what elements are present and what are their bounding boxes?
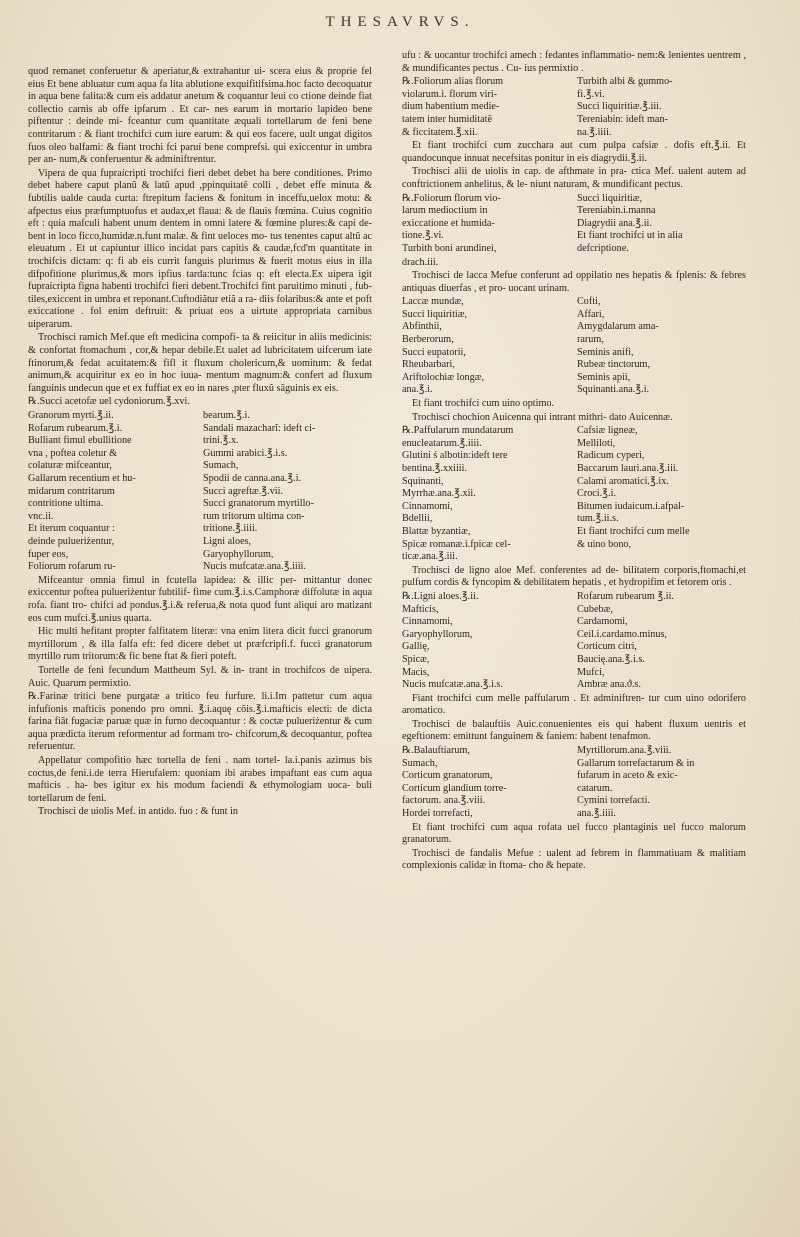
dose-line: drach.iii. — [402, 256, 439, 268]
paragraph: Fiant trochifci cum melle paffularum . Et adminiftren- tur cum uino odorifero aromatico. — [402, 692, 746, 717]
paragraph: Et fiant trochifci cum zucchara aut cum pulpa cafsiæ . dofis eft.℥.ii. Et quandocunque innuat necefsitas ponitur in eis diagrydii.℥.ii. — [402, 140, 746, 164]
running-title: THESAVRVS. — [325, 14, 475, 30]
ingredient-item: Et fiant trochifci cum melle — [577, 525, 690, 537]
paragraph: quod remanet conferuetur & aperiatur,& extrahantur ui- scera eius & proprie fel eius Et bene abluatur cum aqua fa lita ablutione exquifitifsima.hoc facto decoquatur in aqua bene falita:& cum eis addatur anetum & coquantur leui co ctione deinde fiat collectio carnis ab offe ipfarum . Et car- nes earum in mortario lapideo bene piftentur : deinde mi- fceantur cum quantitate æquali tortellarum de feni bene contritarum : & fiant trochifci cum iure earum: & qui eos facere, uult ungat digitos fuos oleo balfami: & fiant trochi fci paruí bene comprefsi. qui exiccentur in umbra per an- num,& conferuentur & adminiftrentur. — [28, 66, 372, 166]
recipe-line: ℞.Succi acetofæ uel cydoniorum.℥.xvi. — [28, 396, 190, 408]
ingredient-item: Baccarum lauri.ana.℥.iii. — [577, 463, 679, 474]
ingredient-item: Gallarum torrefactarum & in — [577, 757, 695, 769]
ingredient-item: Nucis mufcatæ.ana.℥.iiii. — [203, 561, 306, 573]
ingredient-item: Succi liquiritiæ.℥.iii. — [577, 101, 662, 113]
ingredient-item: Succi agreftæ.℥.vii. — [203, 485, 284, 497]
ingredient-item: Nucis mufcatæ.ana.℥.i.s. — [402, 679, 503, 691]
ingredient-item: Glutini ś albotin:ideft tere — [402, 450, 508, 462]
ingredient-item: Rofarum rubearum ℥.ii. — [577, 590, 674, 602]
ingredient-item: tatem inter humiditatẽ — [402, 113, 492, 125]
ingredient-item: Garyophyllorum, — [203, 548, 274, 560]
ingredient-item: Hordei torrefacti, — [402, 808, 473, 820]
ingredient-item: tione.℥.vi. — [402, 230, 444, 242]
ingredient-item: Succi granatorum myrtillo- — [203, 498, 314, 510]
ingredient-item: Gallarum recentium et hu- — [28, 473, 136, 484]
ingredient-item: Et iterum coquantur : — [28, 523, 115, 535]
ingredient-item: Bdellii, — [402, 513, 433, 525]
paragraph-trochisci-sandalis: Trochisci de fandalis Mefue : ualent ad febrem in flammatiuam & malitiam complexionis calidæ in ftoma- cho & hepate. — [402, 847, 746, 872]
ingredient-item: tritione.℥.iiii. — [203, 523, 258, 535]
ingredient-item: Macis, — [402, 666, 430, 678]
ingredient-list — [402, 76, 746, 139]
ingredient-item: Bulliant fimul ebullitione — [28, 435, 132, 447]
ingredient-item: fuper eos, — [28, 548, 69, 560]
ingredient-list — [402, 425, 746, 564]
ingredient-item: Seminis anifi, — [577, 346, 634, 358]
ingredient-item: Amygdalarum ama- — [577, 321, 659, 333]
ingredient-item: violarum.i. florum viri- — [402, 88, 498, 100]
ingredient-item: Cymini torrefacti. — [577, 795, 650, 807]
ingredient-item: Tereniabin: ideft man- — [577, 113, 668, 125]
ingredient-item: Diagrydii ana.℥.ii. — [577, 217, 652, 229]
ingredient-item: Spodii de canna.ana.℥.i. — [203, 473, 302, 484]
ingredient-item: Corticum citri, — [577, 641, 637, 653]
ingredient-item: Turbith albi & gummo- — [577, 76, 673, 88]
ingredient-item: Abfinthii, — [402, 321, 442, 333]
ingredient-item: bentina.℥.xxiiii. — [402, 463, 468, 474]
ingredient-item: Rofarum rubearum.℥.i. — [28, 422, 123, 434]
paragraph: Hic multi hefitant propter falfitatem literæ: vna enim litera dicit fucci granorum myrtillorum , & illa falfa eft: fed dicere debet ut præfcripfi.f. fucci granatorum myrtillo rum tritorum:& fic bene ftat & fieri poteft. — [28, 626, 372, 663]
recipe-line: ℞.Farinæ tritici bene purgatæ a tritico feu furfure. li.i.Im pattetur cum aqua infufionis mafticis ponendo pro omni. ℥.i.aquę cõis.℥.i.mafticis electi: de dicta farina fiãt fugaciæ paruæ quæ in furno decoquantur : & coctæ pulueriżentur & cum aqua prædicta iterum reformentur ad formam tro- chifcorum,& decoquantur, poftea referuentur. — [28, 691, 372, 753]
ingredient-item: trini.℥.x. — [203, 435, 239, 447]
ingredient-item: & uino bono, — [577, 538, 632, 550]
ingredient-item: Squinanti.ana.℥.i. — [577, 384, 650, 396]
ingredient-item: Cofti, — [577, 296, 601, 308]
ingredient-item: Foliorum rofarum ru- — [28, 561, 116, 573]
ingredient-item: ℞.Ligni aloes.℥.ii. — [402, 590, 479, 602]
ingredient-item: Et fiant trochifci ut in alia — [577, 230, 683, 242]
ingredient-list — [28, 410, 372, 574]
paragraph-trochisci-uiolis: Trochisci de uiolis Mef. in antido. fuo : & funt in — [38, 806, 238, 818]
ingredient-item: catarum. — [577, 782, 613, 794]
ingredient-item: Cafsiæ ligneæ, — [577, 425, 638, 437]
ingredient-item: Ambræ ana.ϑ.s. — [577, 679, 641, 691]
ingredient-item: Ceil.i.cardamo.minus, — [577, 628, 667, 640]
ingredient-item: vnc.ii. — [28, 510, 54, 522]
ingredient-list — [402, 193, 746, 256]
ingredient-item: Tereniabin.i.manna — [577, 205, 656, 217]
ingredient-item: tum.℥.ii.s. — [577, 513, 619, 525]
paragraph-trochisci-ligno-aloe: Trochisci de ligno aloe Mef. conferentes ad de- bilitatem corporis,ftomachi,et pulfum cordis & fyncopim & debilitatem hepatis , et hydropifim et fetorem oris . — [402, 564, 746, 589]
ingredient-item: Croci.℥.i. — [577, 488, 616, 500]
left-column — [28, 66, 372, 820]
ingredient-item: Gummi arabici.℥.i.s. — [203, 447, 288, 459]
ingredient-item: Cardamomi, — [577, 616, 628, 628]
paragraph: Appellatur compofitio hæc tortella de feni . nam tortel- la.i.panis azimus bis coctus,de feni.i.de terra Hierufalem: quoniam ibi arabes impaftant eas cum aqua mafticis . ha- bes igitur ex his modum faciendi & ethymologiam uoca- buli tortellarum de feni. — [28, 755, 372, 804]
ingredient-item: Succi liquiritiæ, — [577, 192, 643, 204]
ingredient-item: & ficcitatem.℥.xii. — [402, 126, 478, 138]
ingredient-item: Calami aromatici.℥.ix. — [577, 475, 669, 487]
paragraph: ufu : & uocantur trochifci amech : fedantes inflammatio- nem:& lenientes uentrem , & mundificantes pectus . Cu- ius permixtio . — [402, 50, 746, 74]
ingredient-item: vna , poftea coletur & — [28, 447, 118, 459]
ingredient-item: ℞.Foliorum florum vio- — [402, 192, 501, 204]
ingredient-item: Spicæ, — [402, 653, 430, 665]
paragraph-trochisci-balaustiis: Trochisci de balauftiis Auic.conuenientes eis qui habent fluxum uentris et egeftionem: emittunt fanguinem & faniem: habent tenafmon. — [402, 718, 746, 743]
ingredient-list — [402, 296, 746, 397]
ingredient-item: larum medioctium in — [402, 205, 488, 217]
ingredient-item: ana.℥.i. — [402, 384, 433, 396]
ingredient-item: deinde pulueriżentur, — [28, 535, 115, 547]
paragraph: Vipera de qua fupraícripti trochifci fieri debet debet ha bere conditiones. Primo debet habere caput planũ & latũ apud ,ppinquitatẽ colli , debet effe minuta & fubtilis ualde cauda curta: ftrepitum faciens & fonitum in inceffu,uelox motu: & afpectus eius præfumptuofus et audax,et flaua: & de flauis fœmina. Cuius cognitio eft : quia mafculi habent unum dentem in omni latere & fœmine plures:& capi de- bent in loco ficco,humidæ.n.funt malæ. & fint ueloces mo- tus tenentes caput altũ ac eleuatum . Et ut capiuntur illico incidat pars capitis & caudæ,fcd'm quantitate in trochifcis dictam: q: fi ab eis currit fanguis plurimus & fuerit motus eius in illa difpofitione plurimus,& mors ipfius tarda:tunc fcias q: eft electa.Ex uipera igit fupraícripta figna habenti trochifci fieri debent.Trochifci fint paruitimo minuti , fub- tiles,exiccent in umbra et reponant.Cuftodiãtur etiã a ra- diis folaribus:& ante et poft exiccatione . fol enim deftruit: & priuat eos a uirtute appropriata carnibus uiperarum. — [28, 167, 372, 330]
ingredient-item: Rubeæ tinctorum, — [577, 359, 651, 371]
ingredient-item: ana.℥.iiii. — [577, 808, 616, 820]
ingredient-item: Berberorum, — [402, 334, 454, 346]
ingredient-item: defcriptione. — [577, 242, 629, 254]
ingredient-list — [402, 591, 746, 692]
ingredient-item: colaturæ mifceantur, — [28, 460, 112, 472]
ingredient-item: Myrtillorum.ana.℥.viii. — [577, 745, 672, 757]
ingredient-item: ℞.Paffularum mundatarum — [402, 425, 514, 437]
ingredient-item: Succi liquiritiæ, — [402, 308, 468, 320]
ingredient-item: ℞.Balauftiarum, — [402, 745, 470, 757]
paragraph-trochisci-ramich: Trochisci ramich Mef.que eft medicina compofi- ta & reiicitur in aliis medicinis: & confortat ftomachum , cor,& hepar debile.Et ualet ad lubricitatem uifcerum iate ftinorum,& fedat acuitatem:& fifl it fluxum cholericum,& uomitum: & fedat animum,& acquiritur ex eo in hoc iuua- mentum magnum:& confert ad fluxum fanguinis undecun que et ex fuffiat ex eo in nares ,pter fluxũ sãguinis ex eis. — [28, 332, 372, 394]
ingredient-item — [577, 551, 746, 564]
ingredient-item: contritione ultima. — [28, 498, 104, 510]
ingredient-item: Cubebæ, — [577, 603, 613, 615]
ingredient-item: midarum contritarum — [28, 485, 115, 497]
ingredient-item: Blattæ byzantiæ, — [402, 525, 471, 537]
ingredient-item: dium habentium medie- — [402, 101, 500, 113]
paragraph-tortelle: Tortelle de feni fecundum Mattheum Syl. & in- trant in trochifcos de uipera. Auic. Quarum permixtio. — [28, 664, 372, 689]
ingredient-item: Radicum cyperi, — [577, 450, 645, 462]
ingredient-item: Sumach, — [402, 757, 438, 769]
ingredient-item: Cinnamomi, — [402, 500, 453, 512]
ingredient-item: ℞.Foliorum alias florum — [402, 76, 504, 88]
ingredient-item: Gallię, — [402, 641, 430, 653]
ingredient-item: Baucię.ana.℥.i.s. — [577, 653, 645, 665]
ingredient-item: Cinnamomi, — [402, 616, 453, 628]
ingredient-item: Granorum myrti.℥.ii. — [28, 410, 114, 422]
ingredient-item: Garyophyllorum, — [402, 628, 473, 640]
paragraph-trochisci-chochion: Trochisci chochion Auicenna qui intrant mithri- dato Auicennæ. — [412, 411, 673, 423]
ingredient-item: Corticum glandium torre- — [402, 782, 507, 794]
ingredient-item: fi.℥.vi. — [577, 88, 605, 100]
ingredient-item: Spicæ romanæ.i.fpicæ cel- — [402, 538, 511, 550]
ingredient-item: Squinanti, — [402, 475, 444, 487]
ingredient-item: na.℥.iiii. — [577, 126, 612, 138]
ingredient-list — [402, 745, 746, 821]
ingredient-item: Bitumen iudaicum.i.afpal- — [577, 500, 685, 512]
ingredient-item: Succi eupatorii, — [402, 346, 466, 358]
ingredient-item: rarum, — [577, 334, 604, 346]
right-column — [402, 50, 746, 874]
ingredient-item: rum tritorum ultima con- — [203, 510, 305, 522]
ingredient-item: Corticum granatorum, — [402, 770, 493, 782]
ingredient-item: Seminis apii, — [577, 371, 631, 383]
ingredient-item: Ligni aloes, — [203, 535, 252, 547]
ingredient-item: enucleatarum.℥.iiii. — [402, 437, 482, 449]
ingredient-item: factorum. ana.℥.viii. — [402, 795, 486, 807]
paragraph-trochisci-lacca: Trochisci de lacca Mefue conferunt ad oppilatio nes hepatis & fplenis: & febres antiquas diuerfas , et pro- uocant urinam. — [402, 270, 746, 294]
ingredient-item: exiccatione et humida- — [402, 217, 495, 229]
paragraph: Et fiant trochifci cum uino optimo. — [412, 398, 555, 410]
ingredient-item: ticæ.ana.℥.iii. — [402, 551, 458, 563]
ingredient-item: Melliloti, — [577, 437, 616, 449]
ingredient-item: Turbith boni arundinei, — [402, 242, 497, 254]
ingredient-item: Sumach, — [203, 460, 239, 472]
ingredient-item: Mafticis, — [402, 603, 439, 615]
ingredient-item: bearum.℥.i. — [203, 410, 250, 422]
paragraph: Et fiant trochifci cum aqua rofata uel fucco plantaginis uel fucco malorum granatorum. — [402, 821, 746, 846]
paragraph: Mifceantur omnia fimul in fcutella lapidea: & illic per- mittantur donec exiccentur poftea pulueriżentur fubtilif- fime cum.℥.i.s.Camphoræ diffolutæ in aqua rofa. fiant tro- chifci ad pondus.℥.i.& referua,& nota quod funt aliqui aro matizant eos cum mufci.℥.unius quarta. — [28, 574, 372, 624]
ingredient-item: Ariftolochiæ longæ, — [402, 371, 485, 383]
ingredient-item: Laccæ mundæ, — [402, 296, 464, 308]
ingredient-item: Sandali mazacharĩ: ideft ci- — [203, 422, 316, 434]
ingredient-item: Rheubarbari, — [402, 359, 455, 371]
ingredient-item: Mufci, — [577, 666, 605, 678]
paragraph: Trochisci alii de uiolis in cap. de afthmate in pra- ctica Mef. ualent autem ad conftrictionem anhelitus, & le- niunt naturam, & mundificant pectus. — [402, 166, 746, 190]
ingredient-item: Myrrhæ.ana.℥.xii. — [402, 488, 476, 500]
ingredient-item: Affari, — [577, 308, 605, 320]
ingredient-item: fufarum in aceto & exic- — [577, 770, 678, 782]
